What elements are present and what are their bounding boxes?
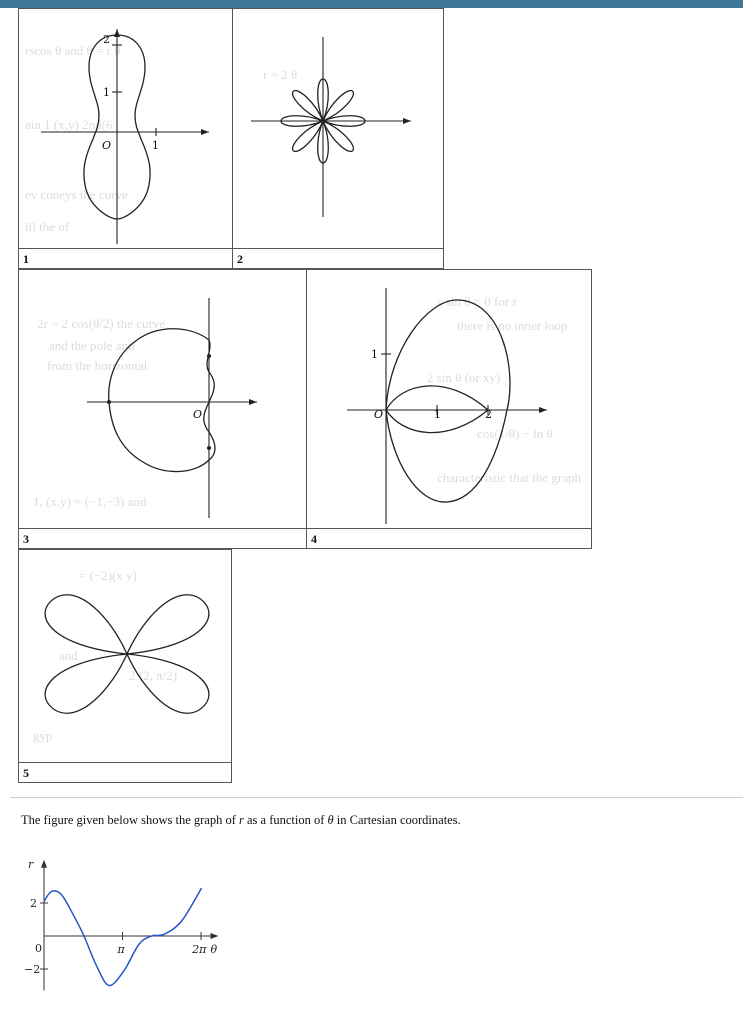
caption-suffix: in Cartesian coordinates.: [333, 813, 461, 827]
r-theta-chart: [18, 846, 238, 1016]
origin-label: O: [102, 139, 112, 152]
svg-text:r = 2 θ: r = 2 θ: [263, 67, 298, 82]
svg-text:ill the of: ill the of: [25, 219, 70, 234]
y-tick-label-neg2: −2: [24, 963, 41, 976]
graph-label-2: 2: [233, 248, 443, 268]
graph-image-3: [19, 270, 306, 528]
caption-var-theta: θ: [327, 813, 334, 827]
x-tick-label-pi: π: [117, 943, 125, 956]
tick-y1: 1: [103, 86, 110, 99]
y-tick-label-0: 0: [35, 942, 42, 955]
y-tick-label-2: 2: [30, 897, 37, 910]
graph-cell-3: [18, 269, 307, 549]
y-axis-label: r: [28, 857, 34, 871]
graph-cell-1: [18, 8, 233, 269]
svg-text:1, (x,y) = (−1,−3) and: 1, (x,y) = (−1,−3) and: [33, 494, 147, 509]
graph-image-1: [19, 9, 232, 247]
svg-text:rscos θ and θ = r θ: rscos θ and θ = r θ: [25, 43, 121, 58]
question-caption: [21, 813, 461, 828]
section-divider: [10, 797, 743, 798]
svg-text:from the horizontal: from the horizontal: [47, 358, 148, 373]
svg-text:gyp: gyp: [33, 728, 53, 743]
graph-cell-5: [18, 549, 232, 783]
graph-cell-2: [232, 8, 444, 269]
svg-text:and the pole and: and the pole and: [49, 338, 135, 353]
y-axis-arrow: [41, 860, 47, 868]
graph-image-2: [233, 9, 443, 247]
svg-text:= (−2)(x y): = (−2)(x y): [79, 568, 137, 583]
svg-text:and: and: [59, 648, 78, 663]
svg-text:ev coneys the curve: ev coneys the curve: [25, 187, 128, 202]
tick-x2: 2: [485, 408, 492, 421]
curve-3: [109, 329, 215, 472]
tick-x1: 1: [434, 408, 441, 421]
graph-label-4: 4: [307, 528, 591, 548]
svg-text:cos(1/θ) − ln θ: cos(1/θ) − ln θ: [477, 426, 553, 441]
tick-y2: 2: [103, 33, 110, 46]
tick-y1: 1: [371, 348, 378, 361]
origin-label: O: [193, 408, 203, 421]
svg-text:ε sin θ = 0 for r: ε sin θ = 0 for r: [437, 294, 517, 309]
x-axis-label: θ: [210, 943, 218, 956]
svg-text:2r = 2 cos(θ/2) the curve: 2r = 2 cos(θ/2) the curve: [37, 316, 165, 331]
caption-var-r: r: [239, 813, 244, 827]
x-tick-label-2pi: 2π: [192, 943, 207, 956]
x-axis-arrow: [211, 933, 219, 939]
top-banner: [0, 0, 743, 8]
caption-prefix: The figure given below shows the graph of: [21, 813, 239, 827]
svg-text:2 sin θ (or xy): 2 sin θ (or xy): [427, 370, 501, 385]
chart-svg: [18, 846, 238, 1016]
origin-label: O: [374, 408, 384, 421]
svg-text:characteristic that the graph: characteristic that the graph: [437, 470, 582, 485]
svg-text:there is no inner loop: there is no inner loop: [457, 318, 568, 333]
caption-middle: as a function of: [243, 813, 328, 827]
graph-cell-4: [306, 269, 592, 549]
tick-x1: 1: [152, 139, 159, 152]
graph-label-1: 1: [19, 248, 232, 268]
svg-text:ain 1 (x,y) 2nd(6: ain 1 (x,y) 2nd(6: [25, 117, 113, 132]
graph-label-3: 3: [19, 528, 306, 548]
graph-label-5: 5: [19, 762, 231, 782]
graph-image-4: [307, 270, 591, 528]
graph-image-5: [19, 550, 231, 762]
svg-text:2 (2, π/2): 2 (2, π/2): [129, 668, 178, 683]
